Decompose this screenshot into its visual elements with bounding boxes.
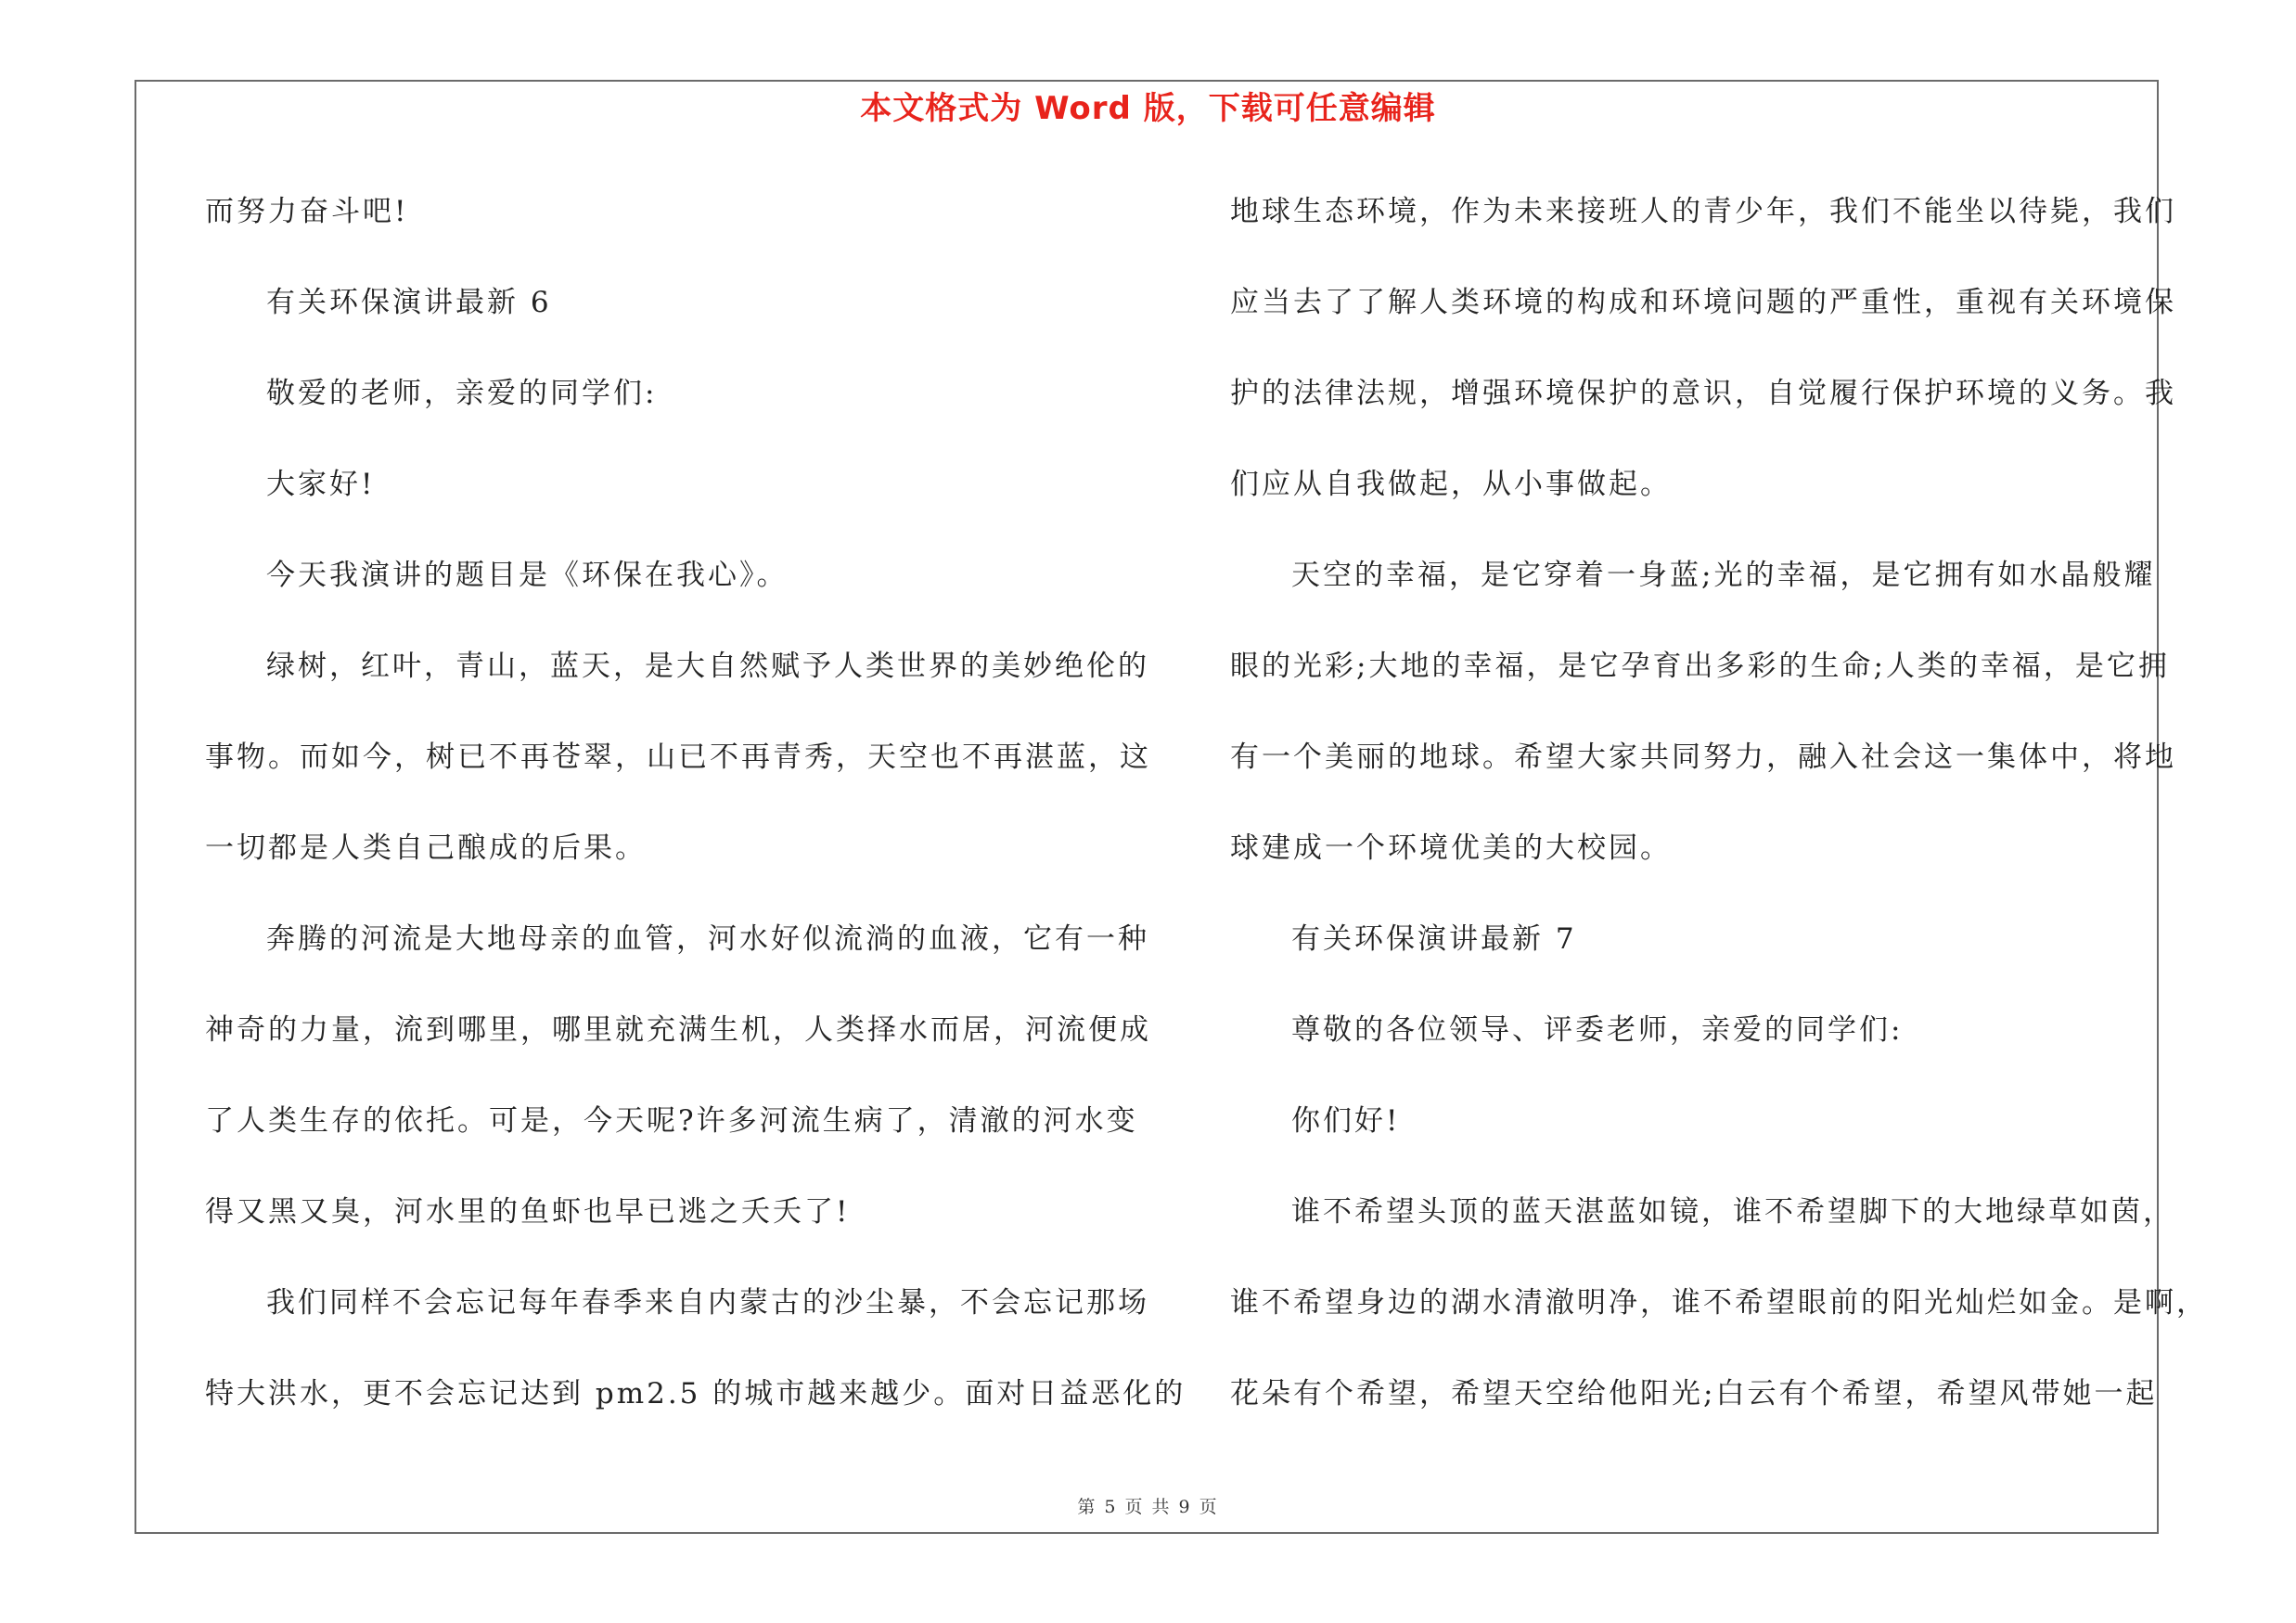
left-line-7: 事物。而如今，树已不再苍翠，山已不再青秀，天空也不再湛蓝，这 <box>205 741 1151 774</box>
left-line-11: 了人类生存的依托。可是，今天呢?许多河流生病了，清澈的河水变 <box>205 1104 1138 1138</box>
right-line-7: 有一个美丽的地球。希望大家共同努力，融入社会这一集体中，将地 <box>1230 741 2176 774</box>
right-line-14: 花朵有个希望，希望天空给他阳光;白云有个希望，希望风带她一起 <box>1230 1377 2158 1410</box>
right-line-11: 你们好! <box>1291 1104 1401 1138</box>
right-line-10: 尊敬的各位领导、评委老师，亲爱的同学们: <box>1291 1013 1904 1047</box>
left-line-6: 绿树，红叶，青山，蓝天，是大自然赋予人类世界的美妙绝伦的 <box>266 650 1149 683</box>
left-line-12: 得又黑又臭，河水里的鱼虾也早已逃之夭夭了! <box>205 1195 851 1229</box>
page-number-footer: 第 5 页 共 9 页 <box>1077 1497 1219 1517</box>
left-line-2: 有关环保演讲最新 6 <box>266 286 552 319</box>
left-line-8: 一切都是人类自己酿成的后果。 <box>205 831 647 865</box>
left-line-14: 特大洪水，更不会忘记达到 pm2.5 的城市越来越少。面对日益恶化的 <box>205 1377 1186 1410</box>
header-banner: 本文格式为 Word 版，下载可任意编辑 <box>860 90 1436 127</box>
left-line-9: 奔腾的河流是大地母亲的血管，河水好似流淌的血液，它有一种 <box>266 922 1149 956</box>
left-line-3: 敬爱的老师，亲爱的同学们: <box>266 377 658 410</box>
right-line-9: 有关环保演讲最新 7 <box>1291 922 1577 956</box>
left-line-10: 神奇的力量，流到哪里，哪里就充满生机，人类择水而居，河流便成 <box>205 1013 1151 1047</box>
right-line-6: 眼的光彩;大地的幸福，是它孕育出多彩的生命;人类的幸福，是它拥 <box>1230 650 2170 683</box>
left-line-5: 今天我演讲的题目是《环保在我心》。 <box>266 559 789 592</box>
left-line-13: 我们同样不会忘记每年春季来自内蒙古的沙尘暴，不会忘记那场 <box>266 1286 1149 1320</box>
right-line-12: 谁不希望头顶的蓝天湛蓝如镜，谁不希望脚下的大地绿草如茵， <box>1291 1195 2174 1229</box>
right-line-3: 护的法律法规，增强环境保护的意识，自觉履行保护环境的义务。我 <box>1230 377 2176 410</box>
right-line-4: 们应从自我做起，从小事做起。 <box>1230 468 1672 501</box>
left-line-4: 大家好! <box>266 468 376 501</box>
right-line-2: 应当去了了解人类环境的构成和环境问题的严重性，重视有关环境保 <box>1230 286 2176 319</box>
right-column <box>1230 186 2208 1459</box>
right-line-8: 球建成一个环境优美的大校园。 <box>1230 831 1672 865</box>
right-line-5: 天空的幸福，是它穿着一身蓝;光的幸福，是它拥有如水晶般耀 <box>1291 559 2156 592</box>
left-line-1: 而努力奋斗吧! <box>205 195 409 228</box>
right-line-13: 谁不希望身边的湖水清澈明净，谁不希望眼前的阳光灿烂如金。是啊， <box>1230 1286 2208 1320</box>
right-line-1: 地球生态环境，作为未来接班人的青少年，我们不能坐以待毙，我们 <box>1230 195 2176 228</box>
left-column <box>205 186 1186 1459</box>
